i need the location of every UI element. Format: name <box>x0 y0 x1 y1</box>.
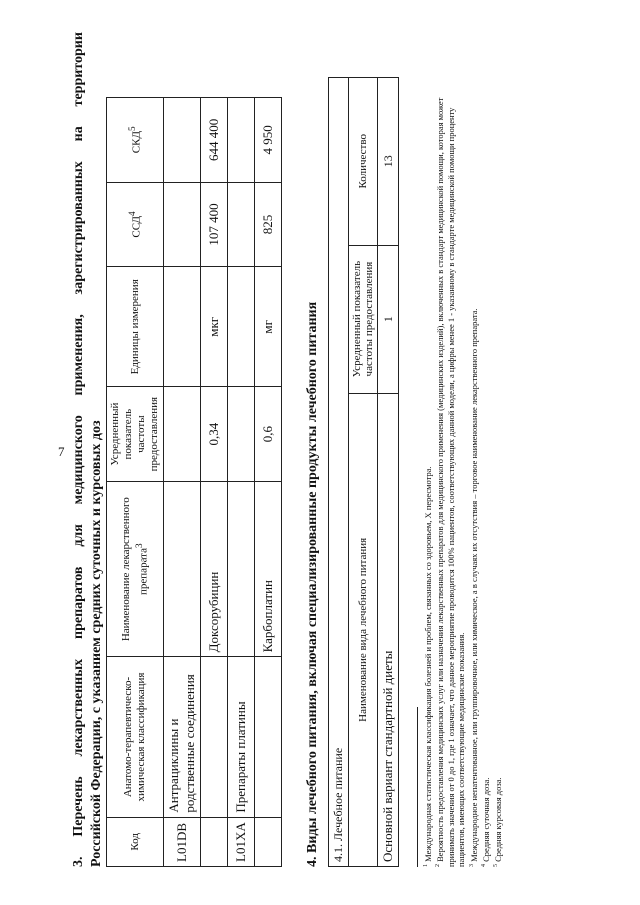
col-code: Код <box>107 817 164 866</box>
drugs-table-header <box>107 98 164 867</box>
footnote-text: Международное непатентованное, или группировочное, или химическое, а в случаях их отсутствия – торговое наименование лекарственного препарата. <box>468 308 479 862</box>
footnote-number: 2 <box>435 864 442 867</box>
drug-row <box>255 98 282 867</box>
drug-cell-unit: мкг <box>201 267 228 387</box>
drug-cell-ssd: 825 <box>255 182 282 267</box>
footnote-number: 1 <box>423 864 429 867</box>
footnote-text: Средняя курсовая доза. <box>493 777 504 862</box>
nutrition-name: Основной вариант стандартной диеты <box>378 393 399 866</box>
footnotes <box>417 67 504 867</box>
drug-cell-code: L01XA <box>228 817 255 866</box>
section3-title-word: территории <box>71 32 86 107</box>
drug-cell-unit: мг <box>255 267 282 387</box>
col-atc: Анатомо-терапевтическо-химическая классификация <box>107 657 164 817</box>
footnote-number: 3 <box>468 864 475 867</box>
section3-title-word: лекарственных <box>71 658 86 757</box>
section3-title-line1 <box>70 32 88 867</box>
col-nutrition-qty: Количество <box>349 78 378 246</box>
footnote-text: Средняя суточная доза. <box>480 777 491 862</box>
section3-title-word: применения, <box>71 314 86 396</box>
footnote <box>433 67 466 867</box>
section3-title <box>70 32 106 867</box>
drug-cell-skd <box>228 98 255 183</box>
section3-title-word: Перечень <box>71 776 86 837</box>
footnote-number: 4 <box>480 864 487 867</box>
drug-cell-code <box>255 817 282 866</box>
section4-title: 4. Виды лечебного питания, включая специализированные продукты лечебного питания <box>305 301 320 867</box>
col-nutrition-name: Наименование вида лечебного питания <box>349 393 378 866</box>
nutrition-table-header <box>349 78 378 867</box>
drug-row <box>201 98 228 867</box>
section3-title-word: препаратов <box>71 566 86 639</box>
col-freq: Усредненный показатель частоты предоставления <box>107 387 164 482</box>
footnote <box>421 67 433 867</box>
nutrition-freq: 1 <box>378 245 399 393</box>
drug-row <box>228 98 255 867</box>
drug-cell-skd: 4 950 <box>255 98 282 183</box>
page-number: 7 <box>58 444 65 459</box>
nutrition-row <box>378 78 399 867</box>
section3-title-word: на <box>71 126 86 142</box>
drugs-table <box>106 97 282 867</box>
footnote-number: 5 <box>493 864 500 867</box>
col-skd: СКД$^5$ <box>107 98 164 183</box>
drug-cell-atc <box>201 657 228 817</box>
drug-cell-drug: Карбоплатин <box>255 482 282 657</box>
nutrition-subsection: 4.1. Лечебное питание <box>329 78 349 867</box>
col-drug: Наименование лекарственного препарата$^3$ <box>107 482 164 657</box>
drug-cell-freq <box>228 387 255 482</box>
footnote <box>479 67 491 867</box>
drug-cell-unit <box>228 267 255 387</box>
drug-cell-code <box>201 817 228 866</box>
drug-cell-freq: 0,34 <box>201 387 228 482</box>
drug-cell-unit <box>164 267 201 387</box>
footnote <box>467 67 479 867</box>
nutrition-table <box>328 77 399 867</box>
drug-cell-ssd <box>228 182 255 267</box>
drug-cell-atc: Антрациклины и родственные соединения <box>164 657 201 817</box>
drug-cell-atc <box>255 657 282 817</box>
col-nutrition-freq: Усредненный показатель частоты предоставления <box>349 245 378 393</box>
section3-title-word: зарегистрированных <box>71 161 86 295</box>
drug-cell-atc: Препараты платины <box>228 657 255 817</box>
drug-cell-drug: Доксорубицин <box>201 482 228 657</box>
drug-cell-ssd <box>164 182 201 267</box>
drug-cell-drug <box>228 482 255 657</box>
footnote-text: Международная статистическая классификация болезней и проблем, связанных со здоровьем, X пересмотра. <box>422 466 433 862</box>
drug-cell-skd: 644 400 <box>201 98 228 183</box>
section3-title-word: 3. <box>71 856 86 867</box>
col-unit: Единицы измерения <box>107 267 164 387</box>
drug-cell-ssd: 107 400 <box>201 182 228 267</box>
footnote-rule <box>417 707 418 867</box>
section3-title-word: для <box>71 524 86 547</box>
section3-title-word: медицинского <box>71 415 86 505</box>
nutrition-qty: 13 <box>378 78 399 246</box>
drug-cell-freq: 0,6 <box>255 387 282 482</box>
footnote-text: Вероятность предоставления медицинских услуг или назначения лекарственных препаратов для медицинского применения (медицинских изделий), включенных в стандарт медицинской помощи, которая может принимать значения от 0 до 1, где 1 означает, что данное мероприятие проводится 100% пациентов, соответствующих данной модели, а цифры менее 1 - указанному в стандарте медицинской помощи проценту пациентов, имеющих соответствующие медицинские показания. <box>435 97 467 867</box>
drug-cell-drug <box>164 482 201 657</box>
col-ssd: ССД$^4$ <box>107 182 164 267</box>
drug-row <box>164 98 201 867</box>
section3-title-line2: Российской Федерации, с указанием средних суточных и курсовых доз <box>89 420 104 867</box>
footnote <box>491 67 503 867</box>
drug-cell-freq <box>164 387 201 482</box>
drug-cell-code: L01DB <box>164 817 201 866</box>
drug-cell-skd <box>164 98 201 183</box>
